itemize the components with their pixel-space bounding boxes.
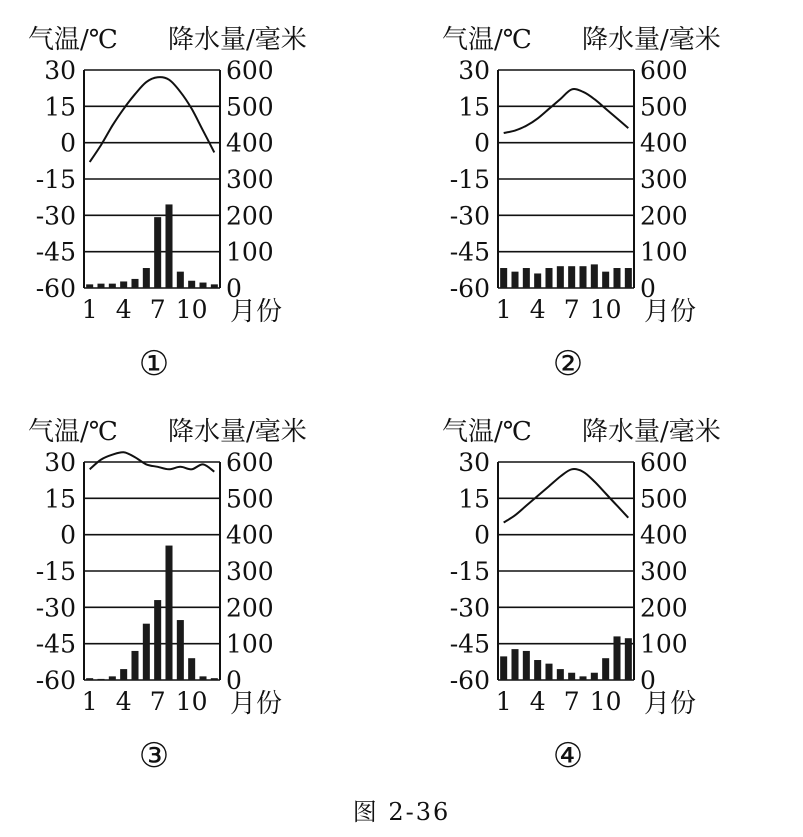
precipitation-bar	[188, 281, 195, 288]
precipitation-bar	[511, 272, 518, 288]
precipitation-bar	[591, 264, 598, 288]
climate-chart-4	[442, 417, 721, 776]
temperature-tick-label: -45	[35, 629, 76, 659]
precipitation-tick-label: 500	[226, 484, 274, 514]
precipitation-axis-label: 降水量/毫米	[582, 417, 721, 447]
precipitation-tick-label: 0	[226, 666, 242, 695]
precipitation-tick-label: 600	[226, 56, 274, 85]
temperature-tick-label: 15	[458, 92, 490, 122]
month-axis-label: 月份	[230, 689, 283, 719]
precipitation-bar	[500, 268, 507, 288]
month-tick-label: 4	[115, 687, 132, 716]
month-tick-label: 4	[529, 295, 546, 324]
month-tick-label: 10	[175, 687, 208, 716]
precipitation-tick-label: 300	[226, 557, 274, 586]
month-tick-label: 7	[563, 687, 580, 716]
precipitation-bar	[579, 676, 586, 680]
precipitation-bar	[523, 268, 530, 288]
precipitation-tick-label: 100	[226, 237, 274, 267]
precipitation-bar	[602, 658, 609, 680]
precipitation-tick-label: 400	[640, 128, 688, 158]
month-tick-label: 1	[81, 687, 98, 716]
precipitation-axis-label: 降水量/毫米	[168, 25, 307, 55]
temperature-curve	[504, 89, 629, 133]
temperature-tick-label: -60	[35, 666, 76, 695]
panel-number: ①	[138, 344, 170, 384]
temperature-tick-label: 0	[60, 520, 76, 550]
temperature-tick-label: 30	[44, 448, 76, 477]
temperature-tick-label: -30	[35, 201, 76, 231]
month-axis-label: 月份	[230, 297, 283, 327]
precipitation-tick-label: 200	[640, 593, 688, 623]
precipitation-axis-label: 降水量/毫米	[168, 417, 307, 447]
month-tick-label: 1	[495, 295, 512, 324]
temperature-tick-label: 0	[474, 128, 490, 158]
precipitation-tick-label: 0	[640, 666, 656, 695]
precipitation-bar	[211, 284, 218, 288]
temperature-tick-label: -60	[449, 274, 490, 303]
temperature-tick-label: -60	[449, 666, 490, 695]
precipitation-tick-label: 100	[640, 629, 688, 659]
temperature-tick-label: -15	[35, 165, 76, 194]
panel-number: ③	[138, 736, 170, 776]
precipitation-bar	[545, 664, 552, 680]
precipitation-tick-label: 600	[640, 448, 688, 477]
temperature-tick-label: -45	[449, 629, 490, 659]
precipitation-bar	[625, 268, 632, 288]
precipitation-bar	[131, 279, 138, 288]
precipitation-bar	[557, 669, 564, 680]
precipitation-tick-label: 100	[226, 629, 274, 659]
temperature-curve	[90, 77, 215, 162]
climate-chart-2	[442, 25, 721, 384]
temperature-tick-label: -45	[35, 237, 76, 267]
temperature-tick-label: -30	[35, 593, 76, 623]
precipitation-bar	[165, 546, 172, 680]
precipitation-tick-label: 500	[640, 484, 688, 514]
precipitation-tick-label: 200	[226, 201, 274, 231]
month-tick-label: 1	[81, 295, 98, 324]
temperature-tick-label: -45	[449, 237, 490, 267]
month-tick-label: 4	[529, 687, 546, 716]
precipitation-bar	[613, 636, 620, 680]
precipitation-bar	[177, 620, 184, 680]
precipitation-bar	[154, 600, 161, 680]
temperature-tick-label: 15	[44, 484, 76, 514]
precipitation-tick-label: 200	[640, 201, 688, 231]
month-tick-label: 4	[115, 295, 132, 324]
precipitation-bar	[154, 217, 161, 288]
precipitation-bar	[131, 651, 138, 680]
precipitation-tick-label: 600	[640, 56, 688, 85]
precipitation-tick-label: 400	[226, 520, 274, 550]
precipitation-tick-label: 0	[226, 274, 242, 303]
precipitation-bar	[591, 673, 598, 680]
precipitation-bar	[86, 678, 93, 680]
panel-number: ④	[552, 736, 584, 776]
precipitation-bar	[568, 673, 575, 680]
precipitation-tick-label: 500	[226, 92, 274, 122]
precipitation-bar	[613, 268, 620, 288]
precipitation-tick-label: 400	[640, 520, 688, 550]
temperature-axis-label: 气温/℃	[28, 417, 118, 447]
precipitation-tick-label: 300	[640, 557, 688, 586]
precipitation-bar	[500, 656, 507, 680]
precipitation-bar	[97, 679, 104, 680]
precipitation-bar	[109, 284, 116, 288]
precipitation-tick-label: 100	[640, 237, 688, 267]
panel-number: ②	[552, 344, 584, 384]
month-axis-label: 月份	[644, 689, 697, 719]
precipitation-tick-label: 300	[226, 165, 274, 194]
temperature-tick-label: -30	[449, 593, 490, 623]
precipitation-tick-label: 400	[226, 128, 274, 158]
temperature-tick-label: -30	[449, 201, 490, 231]
temperature-tick-label: 30	[458, 56, 490, 85]
temperature-tick-label: 30	[44, 56, 76, 85]
temperature-tick-label: -60	[35, 274, 76, 303]
precipitation-tick-label: 600	[226, 448, 274, 477]
precipitation-bar	[579, 266, 586, 288]
month-tick-label: 7	[149, 687, 166, 716]
precipitation-bar	[177, 272, 184, 288]
precipitation-bar	[625, 638, 632, 680]
precipitation-bar	[545, 268, 552, 288]
temperature-curve	[504, 469, 629, 523]
precipitation-tick-label: 0	[640, 274, 656, 303]
temperature-axis-label: 气温/℃	[442, 417, 532, 447]
month-tick-label: 10	[589, 687, 622, 716]
temperature-tick-label: -15	[35, 557, 76, 586]
precipitation-bar	[511, 649, 518, 680]
temperature-tick-label: -15	[449, 557, 490, 586]
precipitation-bar	[86, 284, 93, 288]
precipitation-tick-label: 200	[226, 593, 274, 623]
temperature-tick-label: 0	[474, 520, 490, 550]
precipitation-bar	[97, 284, 104, 288]
climate-chart-3	[28, 417, 307, 776]
precipitation-bar	[199, 283, 206, 288]
precipitation-bar	[120, 281, 127, 288]
precipitation-bar	[557, 266, 564, 288]
month-tick-label: 1	[495, 687, 512, 716]
month-tick-label: 10	[589, 295, 622, 324]
precipitation-tick-label: 500	[640, 92, 688, 122]
temperature-tick-label: 15	[44, 92, 76, 122]
precipitation-bar	[568, 266, 575, 288]
precipitation-axis-label: 降水量/毫米	[582, 25, 721, 55]
precipitation-bar	[120, 669, 127, 680]
precipitation-bar	[211, 678, 218, 680]
precipitation-bar	[109, 676, 116, 680]
precipitation-bar	[523, 651, 530, 680]
temperature-tick-label: 0	[60, 128, 76, 158]
precipitation-tick-label: 300	[640, 165, 688, 194]
climate-chart-1	[28, 25, 307, 384]
month-tick-label: 7	[149, 295, 166, 324]
precipitation-bar	[534, 660, 541, 680]
precipitation-bar	[143, 268, 150, 288]
precipitation-bar	[165, 204, 172, 288]
month-axis-label: 月份	[644, 297, 697, 327]
temperature-tick-label: 15	[458, 484, 490, 514]
temperature-tick-label: 30	[458, 448, 490, 477]
month-tick-label: 10	[175, 295, 208, 324]
precipitation-bar	[199, 676, 206, 680]
month-tick-label: 7	[563, 295, 580, 324]
temperature-tick-label: -15	[449, 165, 490, 194]
precipitation-bar	[602, 272, 609, 288]
temperature-axis-label: 气温/℃	[28, 25, 118, 55]
precipitation-bar	[188, 658, 195, 680]
figure-caption: 图 2-36	[352, 798, 451, 826]
temperature-axis-label: 气温/℃	[442, 25, 532, 55]
precipitation-bar	[534, 273, 541, 288]
precipitation-bar	[143, 624, 150, 680]
